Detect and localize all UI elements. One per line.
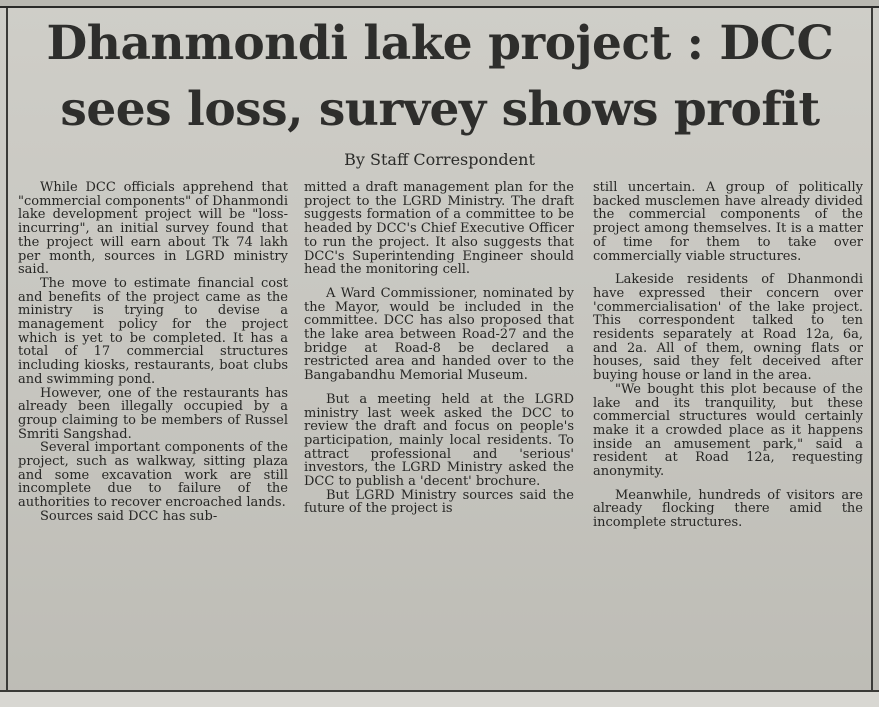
column-2-paragraph: A Ward Commissioner, nominated by the Mayor, would be included in the committee. DCC has also proposed that the lake area between Road-27 and the bridge at Road-8 be declared a restricted area and handed over to the Bangabandhu Memorial Museum.: [304, 285, 574, 384]
article-column-1: [18, 181, 288, 686]
right-border-rule: [871, 8, 873, 692]
top-border-rule: [0, 6, 879, 8]
headline-line-2: sees loss, survey shows profit: [60, 82, 820, 137]
column-1-paragraph: Several important components of the project, such as walkway, sitting plaza and some excavation work are still incomplete due to failure of the authorities to recover encroached lands.: [18, 440, 288, 511]
column-2-paragraph: But LGRD Ministry sources said the future of the project is: [304, 487, 574, 517]
bottom-margin-strip: [0, 692, 879, 707]
byline: By Staff Correspondent: [344, 150, 535, 169]
headline-line-1: Dhanmondi lake project : DCC: [46, 16, 834, 71]
column-1-paragraph: Sources said DCC has sub-: [40, 508, 218, 524]
column-2-paragraph: But a meeting held at the LGRD ministry last week asked the DCC to review the draft and focus on people's participation, mainly local residents. To attract professional and 'serious' investors, the LGRD Ministry asked the DCC to publish a 'decent' brochure.: [304, 391, 574, 490]
left-border-rule: [6, 8, 8, 692]
column-2-paragraph: mitted a draft management plan for the project to the LGRD Ministry. The draft suggests formation of a committee to be headed by DCC's Chief Executive Officer to run the project. It also suggests that DCC's Superintending Engineer should head the monitoring cell.: [304, 181, 574, 278]
column-3-paragraph: still uncertain. A group of politically backed musclemen have already divided the commercial components of the project among themselves. It is a matter of time for them to take over commercially viable structures.: [593, 181, 863, 264]
column-1-paragraph: The move to estimate financial cost and benefits of the project came as the ministry is trying to devise a management policy for the project which is yet to be completed. It has a total of 17 commercial structures including kiosks, restaurants, boat clubs and swimming pond.: [18, 275, 288, 387]
column-1-paragraph: However, one of the restaurants has already been illegally occupied by a group claiming to be members of Russel Smriti Sangshad.: [18, 385, 288, 442]
column-1-paragraph: While DCC officials apprehend that "commercial components" of Dhanmondi lake development project will be "loss-incurring", an initial survey found that the project will earn about Tk 74 lakh per month, sources in LGRD ministry said.: [18, 181, 288, 278]
column-3-paragraph: Lakeside residents of Dhanmondi have expressed their concern over 'commercialisation' of the lake project. This correspondent talked to ten residents separately at Road 12a, 6a, and 2a. All of them, owning flats or houses, said they felt deceived after buying house or land in the area.: [593, 272, 863, 384]
column-3-paragraph: Meanwhile, hundreds of visitors are already flocking there amid the incomplete structures.: [593, 487, 863, 531]
column-3-paragraph: "We bought this plot because of the lake and its tranquility, but these commercial structures would certainly make it a crowded place as it happens inside an amusement park," said a resident at Road 12a, requesting anonymity.: [593, 381, 863, 480]
article-column-2: [304, 181, 574, 686]
article-column-3: [593, 181, 863, 686]
